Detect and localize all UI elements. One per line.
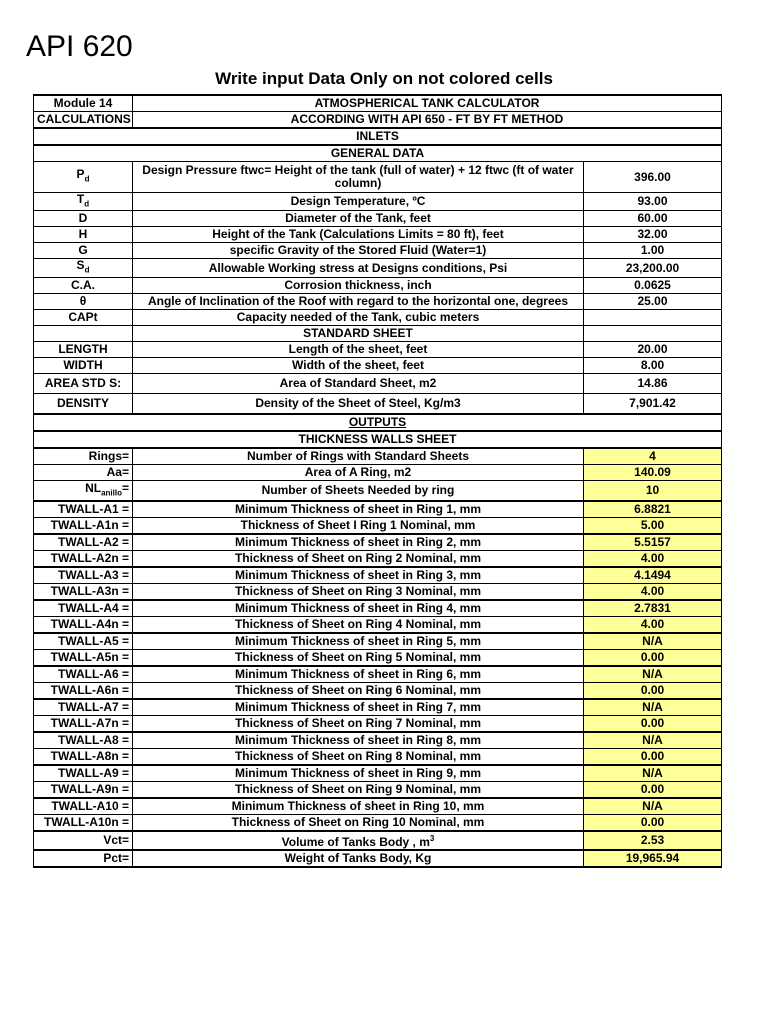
spacer-cell	[584, 325, 722, 341]
ring-nominal-row	[34, 715, 722, 732]
input-value-cell[interactable]: 25.00	[584, 293, 722, 309]
header-label: Module 14	[34, 95, 133, 112]
header-label: CALCULATIONS	[34, 112, 133, 129]
symbol-cell: DENSITY	[34, 393, 133, 414]
output-value-cell: 0.00	[584, 814, 722, 831]
output-value-cell: N/A	[584, 798, 722, 815]
section-row	[34, 325, 722, 341]
symbol-cell: Vct=	[34, 831, 133, 850]
description-text: Volume of Tanks Body , m	[281, 834, 430, 849]
output-value-cell: 5.00	[584, 517, 722, 534]
symbol-cell: TWALL-A8n =	[34, 748, 133, 765]
description-cell: Thickness of Sheet on Ring 8 Nominal, mm	[133, 748, 584, 765]
ring-min-row	[34, 732, 722, 749]
description-cell: Minimum Thickness of sheet in Ring 4, mm	[133, 600, 584, 617]
calculator-table	[33, 94, 722, 868]
section-row	[34, 128, 722, 145]
page-title: API 620	[26, 30, 133, 63]
input-row	[34, 293, 722, 309]
input-row	[34, 162, 722, 193]
unit-superscript: 3	[429, 833, 435, 843]
symbol-cell: LENGTH	[34, 341, 133, 357]
section-row	[34, 145, 722, 162]
input-value-cell[interactable]: 396.00	[584, 162, 722, 193]
description-cell: Minimum Thickness of sheet in Ring 10, mm	[133, 798, 584, 815]
ring-nominal-row	[34, 649, 722, 666]
description-cell: Thickness of Sheet on Ring 6 Nominal, mm	[133, 682, 584, 699]
description-cell: Thickness of Sheet on Ring 2 Nominal, mm	[133, 550, 584, 567]
input-value-cell[interactable]: 0.0625	[584, 277, 722, 293]
description-cell	[133, 850, 584, 867]
description-cell: Number of Rings with Standard Sheets	[133, 448, 584, 465]
description-cell: Minimum Thickness of sheet in Ring 1, mm	[133, 501, 584, 518]
symbol-cell: TWALL-A2 =	[34, 534, 133, 551]
output-value-cell: 4.00	[584, 583, 722, 600]
output-row	[34, 480, 722, 501]
symbol-text: T	[76, 192, 85, 206]
output-value-cell: 2.7831	[584, 600, 722, 617]
ring-min-row	[34, 765, 722, 782]
ring-nominal-row	[34, 781, 722, 798]
description-cell: Thickness of Sheet on Ring 7 Nominal, mm	[133, 715, 584, 732]
input-value-cell[interactable]: 14.86	[584, 373, 722, 393]
symbol-cell	[34, 162, 133, 193]
input-row	[34, 193, 722, 211]
ring-min-row	[34, 798, 722, 815]
symbol-cell: TWALL-A6n =	[34, 682, 133, 699]
calculator-body	[34, 95, 722, 867]
description-cell: Corrosion thickness, inch	[133, 277, 584, 293]
description-cell: Height of the Tank (Calculations Limits = 80 ft), feet	[133, 227, 584, 243]
input-value-cell[interactable]: 7,901.42	[584, 393, 722, 414]
ring-nominal-row	[34, 814, 722, 831]
symbol-cell: TWALL-A3n =	[34, 583, 133, 600]
ring-min-row	[34, 666, 722, 683]
output-value-cell: 6.8821	[584, 501, 722, 518]
output-value-cell: 19,965.94	[584, 850, 722, 867]
description-cell: Thickness of Sheet on Ring 3 Nominal, mm	[133, 583, 584, 600]
symbol-text: CAPt	[68, 309, 98, 324]
symbol-subscript: d	[84, 199, 90, 209]
symbol-text: θ	[79, 293, 87, 308]
section-inlets: INLETS	[34, 128, 722, 145]
symbol-cell	[34, 193, 133, 211]
description-cell: Angle of Inclination of the Roof with regard to the horizontal one, degrees	[133, 293, 584, 309]
description-cell: Thickness of Sheet on Ring 4 Nominal, mm	[133, 616, 584, 633]
output-value-cell: 5.5157	[584, 534, 722, 551]
symbol-text: Rings=	[88, 448, 129, 463]
input-value-cell[interactable]	[584, 309, 722, 325]
description-cell: Minimum Thickness of sheet in Ring 5, mm	[133, 633, 584, 650]
input-row	[34, 341, 722, 357]
symbol-cell: TWALL-A9n =	[34, 781, 133, 798]
ring-nominal-row	[34, 550, 722, 567]
symbol-cell: TWALL-A7 =	[34, 699, 133, 716]
input-row	[34, 227, 722, 243]
output-value-cell: 0.00	[584, 781, 722, 798]
description-cell: Minimum Thickness of sheet in Ring 9, mm	[133, 765, 584, 782]
description-cell: Design Pressure ftwc= Height of the tank (full of water) + 12 ftwc (ft of water column)	[133, 162, 584, 193]
description-cell	[133, 831, 584, 850]
input-value-cell[interactable]: 32.00	[584, 227, 722, 243]
symbol-cell: TWALL-A5 =	[34, 633, 133, 650]
symbol-text: G	[78, 243, 88, 258]
description-cell: Minimum Thickness of sheet in Ring 8, mm	[133, 732, 584, 749]
description-cell: Thickness of Sheet on Ring 10 Nominal, mm	[133, 814, 584, 831]
symbol-cell	[34, 480, 133, 501]
symbol-cell: TWALL-A6 =	[34, 666, 133, 683]
ring-min-row	[34, 600, 722, 617]
symbol-suffix: =	[121, 480, 129, 495]
symbol-cell	[34, 293, 133, 309]
input-row	[34, 373, 722, 393]
output-value-cell: 4	[584, 448, 722, 465]
description-cell: specific Gravity of the Stored Fluid (Water=1)	[133, 243, 584, 259]
output-value-cell: 140.09	[584, 464, 722, 480]
input-row	[34, 277, 722, 293]
calculator-sheet	[33, 94, 721, 868]
symbol-cell: AREA STD S:	[34, 373, 133, 393]
description-cell: Thickness of Sheet I Ring 1 Nominal, mm	[133, 517, 584, 534]
input-row	[34, 309, 722, 325]
symbol-cell: TWALL-A3 =	[34, 567, 133, 584]
output-value-cell: 2.53	[584, 831, 722, 850]
description-cell: Length of the sheet, feet	[133, 341, 584, 357]
symbol-cell: TWALL-A4n =	[34, 616, 133, 633]
ring-nominal-row	[34, 616, 722, 633]
description-cell: Thickness of Sheet on Ring 5 Nominal, mm	[133, 649, 584, 666]
symbol-cell: TWALL-A10n =	[34, 814, 133, 831]
symbol-text: H	[78, 227, 88, 242]
description-cell: Area of Standard Sheet, m2	[133, 373, 584, 393]
ring-min-row	[34, 567, 722, 584]
description-cell: Minimum Thickness of sheet in Ring 2, mm	[133, 534, 584, 551]
ring-min-row	[34, 534, 722, 551]
description-cell: Width of the sheet, feet	[133, 357, 584, 373]
input-row	[34, 243, 722, 259]
section-row	[34, 414, 722, 431]
input-row	[34, 357, 722, 373]
output-value-cell: 0.00	[584, 649, 722, 666]
output-value-cell: 0.00	[584, 715, 722, 732]
ring-nominal-row	[34, 583, 722, 600]
spacer-cell	[34, 325, 133, 341]
symbol-cell	[34, 464, 133, 480]
header-text: ATMOSPHERICAL TANK CALCULATOR	[133, 95, 722, 112]
description-text: Weight of Tanks Body, Kg	[284, 850, 432, 865]
description-cell: Density of the Sheet of Steel, Kg/m3	[133, 393, 584, 414]
input-value-cell[interactable]: 23,200.00	[584, 259, 722, 277]
ring-min-row	[34, 699, 722, 716]
total-row	[34, 831, 722, 850]
symbol-cell	[34, 309, 133, 325]
symbol-cell: TWALL-A1 =	[34, 501, 133, 518]
symbol-cell: TWALL-A10 =	[34, 798, 133, 815]
symbol-text: P	[76, 167, 85, 182]
output-value-cell: 0.00	[584, 682, 722, 699]
input-value-cell[interactable]: 8.00	[584, 357, 722, 373]
description-cell: Thickness of Sheet on Ring 9 Nominal, mm	[133, 781, 584, 798]
ring-min-row	[34, 501, 722, 518]
symbol-text: Aa=	[106, 464, 129, 479]
input-value-cell[interactable]: 60.00	[584, 211, 722, 227]
section-thickness-walls: THICKNESS WALLS SHEET	[34, 431, 722, 448]
output-value-cell: N/A	[584, 666, 722, 683]
output-value-cell: N/A	[584, 633, 722, 650]
header-row	[34, 95, 722, 112]
output-value-cell: 0.00	[584, 748, 722, 765]
symbol-cell	[34, 259, 133, 277]
header-row	[34, 112, 722, 129]
symbol-cell	[34, 277, 133, 293]
symbol-cell: TWALL-A9 =	[34, 765, 133, 782]
ring-nominal-row	[34, 682, 722, 699]
input-value-cell[interactable]: 93.00	[584, 193, 722, 211]
ring-nominal-row	[34, 748, 722, 765]
symbol-cell	[34, 227, 133, 243]
ring-min-row	[34, 633, 722, 650]
description-cell: Minimum Thickness of sheet in Ring 7, mm	[133, 699, 584, 716]
input-row	[34, 259, 722, 277]
description-cell: Diameter of the Tank, feet	[133, 211, 584, 227]
description-cell: Minimum Thickness of sheet in Ring 3, mm	[133, 567, 584, 584]
symbol-text: D	[78, 211, 88, 226]
symbol-cell	[34, 243, 133, 259]
symbol-cell: Pct=	[34, 850, 133, 867]
symbol-subscript: anillo	[101, 487, 122, 497]
ring-nominal-row	[34, 517, 722, 534]
symbol-cell: TWALL-A1n =	[34, 517, 133, 534]
symbol-subscript: d	[84, 265, 90, 275]
symbol-cell: TWALL-A4 =	[34, 600, 133, 617]
output-row	[34, 464, 722, 480]
description-cell: Area of A Ring, m2	[133, 464, 584, 480]
header-text: ACCORDING WITH API 650 - FT BY FT METHOD	[133, 112, 722, 129]
output-value-cell: N/A	[584, 765, 722, 782]
input-value-cell[interactable]: 20.00	[584, 341, 722, 357]
description-cell: Design Temperature, ºC	[133, 193, 584, 211]
symbol-text: C.A.	[71, 277, 95, 292]
output-value-cell: N/A	[584, 699, 722, 716]
symbol-text: NL	[85, 480, 102, 495]
instruction-text: Write input Data Only on not colored cells	[215, 69, 553, 88]
symbol-subscript: d	[84, 174, 90, 184]
symbol-cell	[34, 448, 133, 465]
input-row	[34, 393, 722, 414]
symbol-cell: TWALL-A2n =	[34, 550, 133, 567]
symbol-cell	[34, 211, 133, 227]
section-row	[34, 431, 722, 448]
input-row	[34, 211, 722, 227]
symbol-cell: TWALL-A7n =	[34, 715, 133, 732]
description-cell: Minimum Thickness of sheet in Ring 6, mm	[133, 666, 584, 683]
symbol-text: S	[76, 258, 85, 273]
output-value-cell: 4.1494	[584, 567, 722, 584]
total-row	[34, 850, 722, 867]
output-value-cell: 4.00	[584, 550, 722, 567]
description-cell: Number of Sheets Needed by ring	[133, 480, 584, 501]
description-cell: Allowable Working stress at Designs conditions, Psi	[133, 259, 584, 277]
output-value-cell: 4.00	[584, 616, 722, 633]
symbol-cell: TWALL-A8 =	[34, 732, 133, 749]
output-value-cell: N/A	[584, 732, 722, 749]
output-row	[34, 448, 722, 465]
section-general-data: GENERAL DATA	[34, 145, 722, 162]
symbol-cell: TWALL-A5n =	[34, 649, 133, 666]
section-standard-sheet: STANDARD SHEET	[133, 325, 584, 341]
input-value-cell[interactable]: 1.00	[584, 243, 722, 259]
output-value-cell: 10	[584, 480, 722, 501]
description-cell: Capacity needed of the Tank, cubic meters	[133, 309, 584, 325]
symbol-cell: WIDTH	[34, 357, 133, 373]
section-outputs: OUTPUTS	[34, 414, 722, 431]
